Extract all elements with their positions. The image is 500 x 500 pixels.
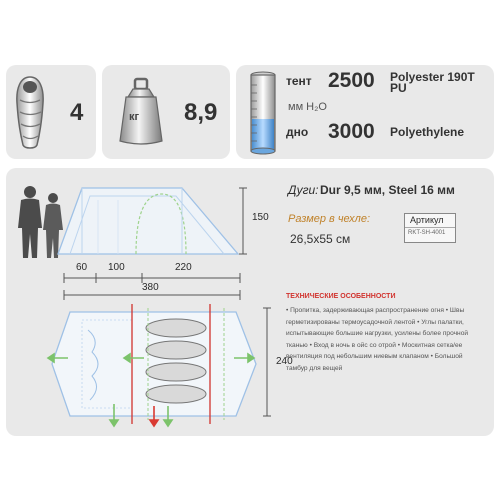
tent-top-view (48, 300, 262, 430)
features-text: • Пропитка, задерживающая распространение огня • Швы герметизированы термоусадочной лентой • Углы палатки, испытывающие большие нагрузки, усилены более прочной тканью • Вход в ночь в ойс со отрой • Москитная сетка/ее вентиляция под небольшим ниевым клапаном • Большой тамбур для вещей (286, 307, 469, 372)
article-value: RKT-SH-4001 (408, 230, 446, 236)
weight-value: 8,9 (184, 99, 218, 126)
features-title: ТЕХНИЧЕСКИЕ ОСОБЕННОСТИ (286, 293, 396, 300)
weight-icon (116, 77, 166, 147)
packed-size-value: 26,5x55 см (290, 232, 351, 246)
water-unit: мм H₂O (288, 101, 327, 113)
segment-1-label: 60 (76, 262, 88, 273)
capacity-panel (6, 65, 96, 159)
weight-unit: кг (129, 111, 140, 123)
packed-size-label: Размер в чехле: (288, 213, 371, 225)
floor-material: Polyethylene (390, 125, 465, 139)
sleeping-bag-icon (12, 75, 48, 151)
article-box (404, 213, 456, 243)
floor-waterproof-value: 3000 (328, 120, 375, 143)
tent-material: Polyester 190T PU (390, 70, 475, 95)
segment-3-label: 220 (175, 262, 192, 273)
water-column-icon (248, 71, 278, 157)
height-label: 150 (252, 212, 269, 223)
width-label: 240 (276, 356, 293, 367)
weight-panel (102, 65, 230, 159)
floor-label: дно (286, 125, 309, 139)
materials-panel (236, 65, 494, 159)
tent-waterproof-value: 2500 (328, 69, 375, 92)
width-dimension-line (262, 306, 272, 418)
tent-label: тент (286, 74, 312, 88)
article-label: Артикул (410, 215, 444, 225)
capacity-value: 4 (70, 99, 84, 126)
poles-label: Дуги: (288, 183, 319, 197)
poles-value: Dur 9,5 мм, Steel 16 мм (320, 183, 455, 197)
segment-2-label: 100 (108, 262, 125, 273)
total-length-label: 380 (142, 282, 159, 293)
height-dimension-line (238, 186, 248, 256)
